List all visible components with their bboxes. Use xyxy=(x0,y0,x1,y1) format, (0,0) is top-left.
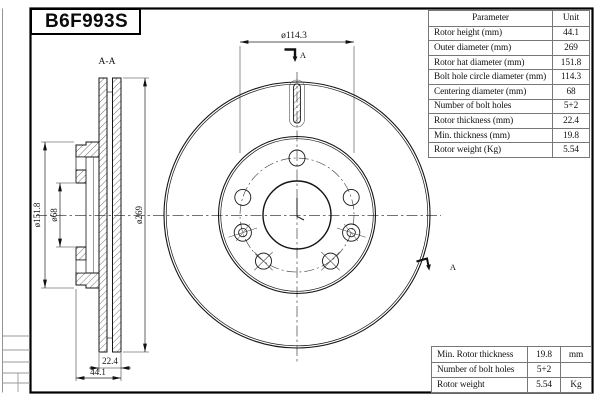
front-view xyxy=(164,72,430,362)
spec-param: Centering diameter (mm) xyxy=(434,86,527,97)
spec-param: Rotor weight (Kg) xyxy=(434,145,501,156)
table-row xyxy=(429,113,589,128)
table-row xyxy=(429,142,589,157)
dim-height: 44.1 xyxy=(90,367,106,377)
dim-outer-diameter: ø269 xyxy=(134,206,144,224)
table-row xyxy=(429,26,589,41)
spec-param: Rotor hat diameter (mm) xyxy=(434,57,525,68)
spec-param: Bolt hole circle diameter (mm) xyxy=(434,72,547,83)
spec-value: 114.3 xyxy=(552,70,589,84)
summary-value: 5.54 xyxy=(527,378,560,392)
table-row xyxy=(429,69,589,84)
spec-value: 19.8 xyxy=(552,129,589,143)
summary-unit xyxy=(560,363,591,377)
spec-value: 44.1 xyxy=(552,27,589,41)
table-row xyxy=(429,128,589,143)
center-mark xyxy=(297,198,304,220)
table-row xyxy=(429,84,589,99)
section-view xyxy=(76,78,121,352)
dim-bore-diameter: ø68 xyxy=(49,208,59,222)
summary-label: Number of bolt holes xyxy=(437,365,515,375)
table-row xyxy=(429,99,589,114)
spec-param: Outer diameter (mm) xyxy=(434,42,512,53)
spec-table xyxy=(428,10,590,158)
spec-value: 151.8 xyxy=(552,56,589,70)
spec-table-header xyxy=(429,11,589,26)
dim-thickness: 22.4 xyxy=(102,356,118,366)
spec-param: Min. thickness (mm) xyxy=(434,130,510,141)
table-row xyxy=(429,40,589,55)
summary-value: 5+2 xyxy=(527,363,560,377)
revision-block-partial xyxy=(3,336,31,392)
dim-hat-diameter: ø151.8 xyxy=(32,202,42,228)
summary-unit: Kg xyxy=(560,378,591,392)
table-row xyxy=(432,347,591,362)
section-dimensions xyxy=(32,57,149,381)
spec-param: Number of bolt holes xyxy=(434,101,512,112)
dim-bolt-circle: ø114.3 xyxy=(281,31,307,41)
spec-value: 5.54 xyxy=(552,143,589,157)
spec-value: 22.4 xyxy=(552,114,589,128)
spec-header-unit: Unit xyxy=(552,11,589,26)
spec-param: Rotor thickness (mm) xyxy=(434,115,514,126)
summary-table xyxy=(431,346,592,393)
spec-value: 5+2 xyxy=(552,100,589,114)
section-mark-side-label: A xyxy=(449,262,457,272)
section-view-label: A-A xyxy=(98,57,116,67)
summary-unit: mm xyxy=(560,347,591,362)
table-row xyxy=(429,55,589,70)
table-row xyxy=(432,362,591,377)
summary-label: Rotor weight xyxy=(437,380,485,390)
section-mark-top-label: A xyxy=(299,50,307,60)
spec-value: 269 xyxy=(552,41,589,55)
spec-value: 68 xyxy=(552,85,589,99)
table-row xyxy=(432,377,591,392)
part-number: B6F993S xyxy=(45,10,129,32)
section-cut-slot xyxy=(294,84,301,123)
spec-param: Rotor height (mm) xyxy=(434,28,503,39)
summary-value: 19.8 xyxy=(527,347,560,362)
summary-label: Min. Rotor thickness xyxy=(437,349,514,360)
spec-header-parameter: Parameter xyxy=(472,13,509,24)
part-number-box xyxy=(30,8,141,35)
